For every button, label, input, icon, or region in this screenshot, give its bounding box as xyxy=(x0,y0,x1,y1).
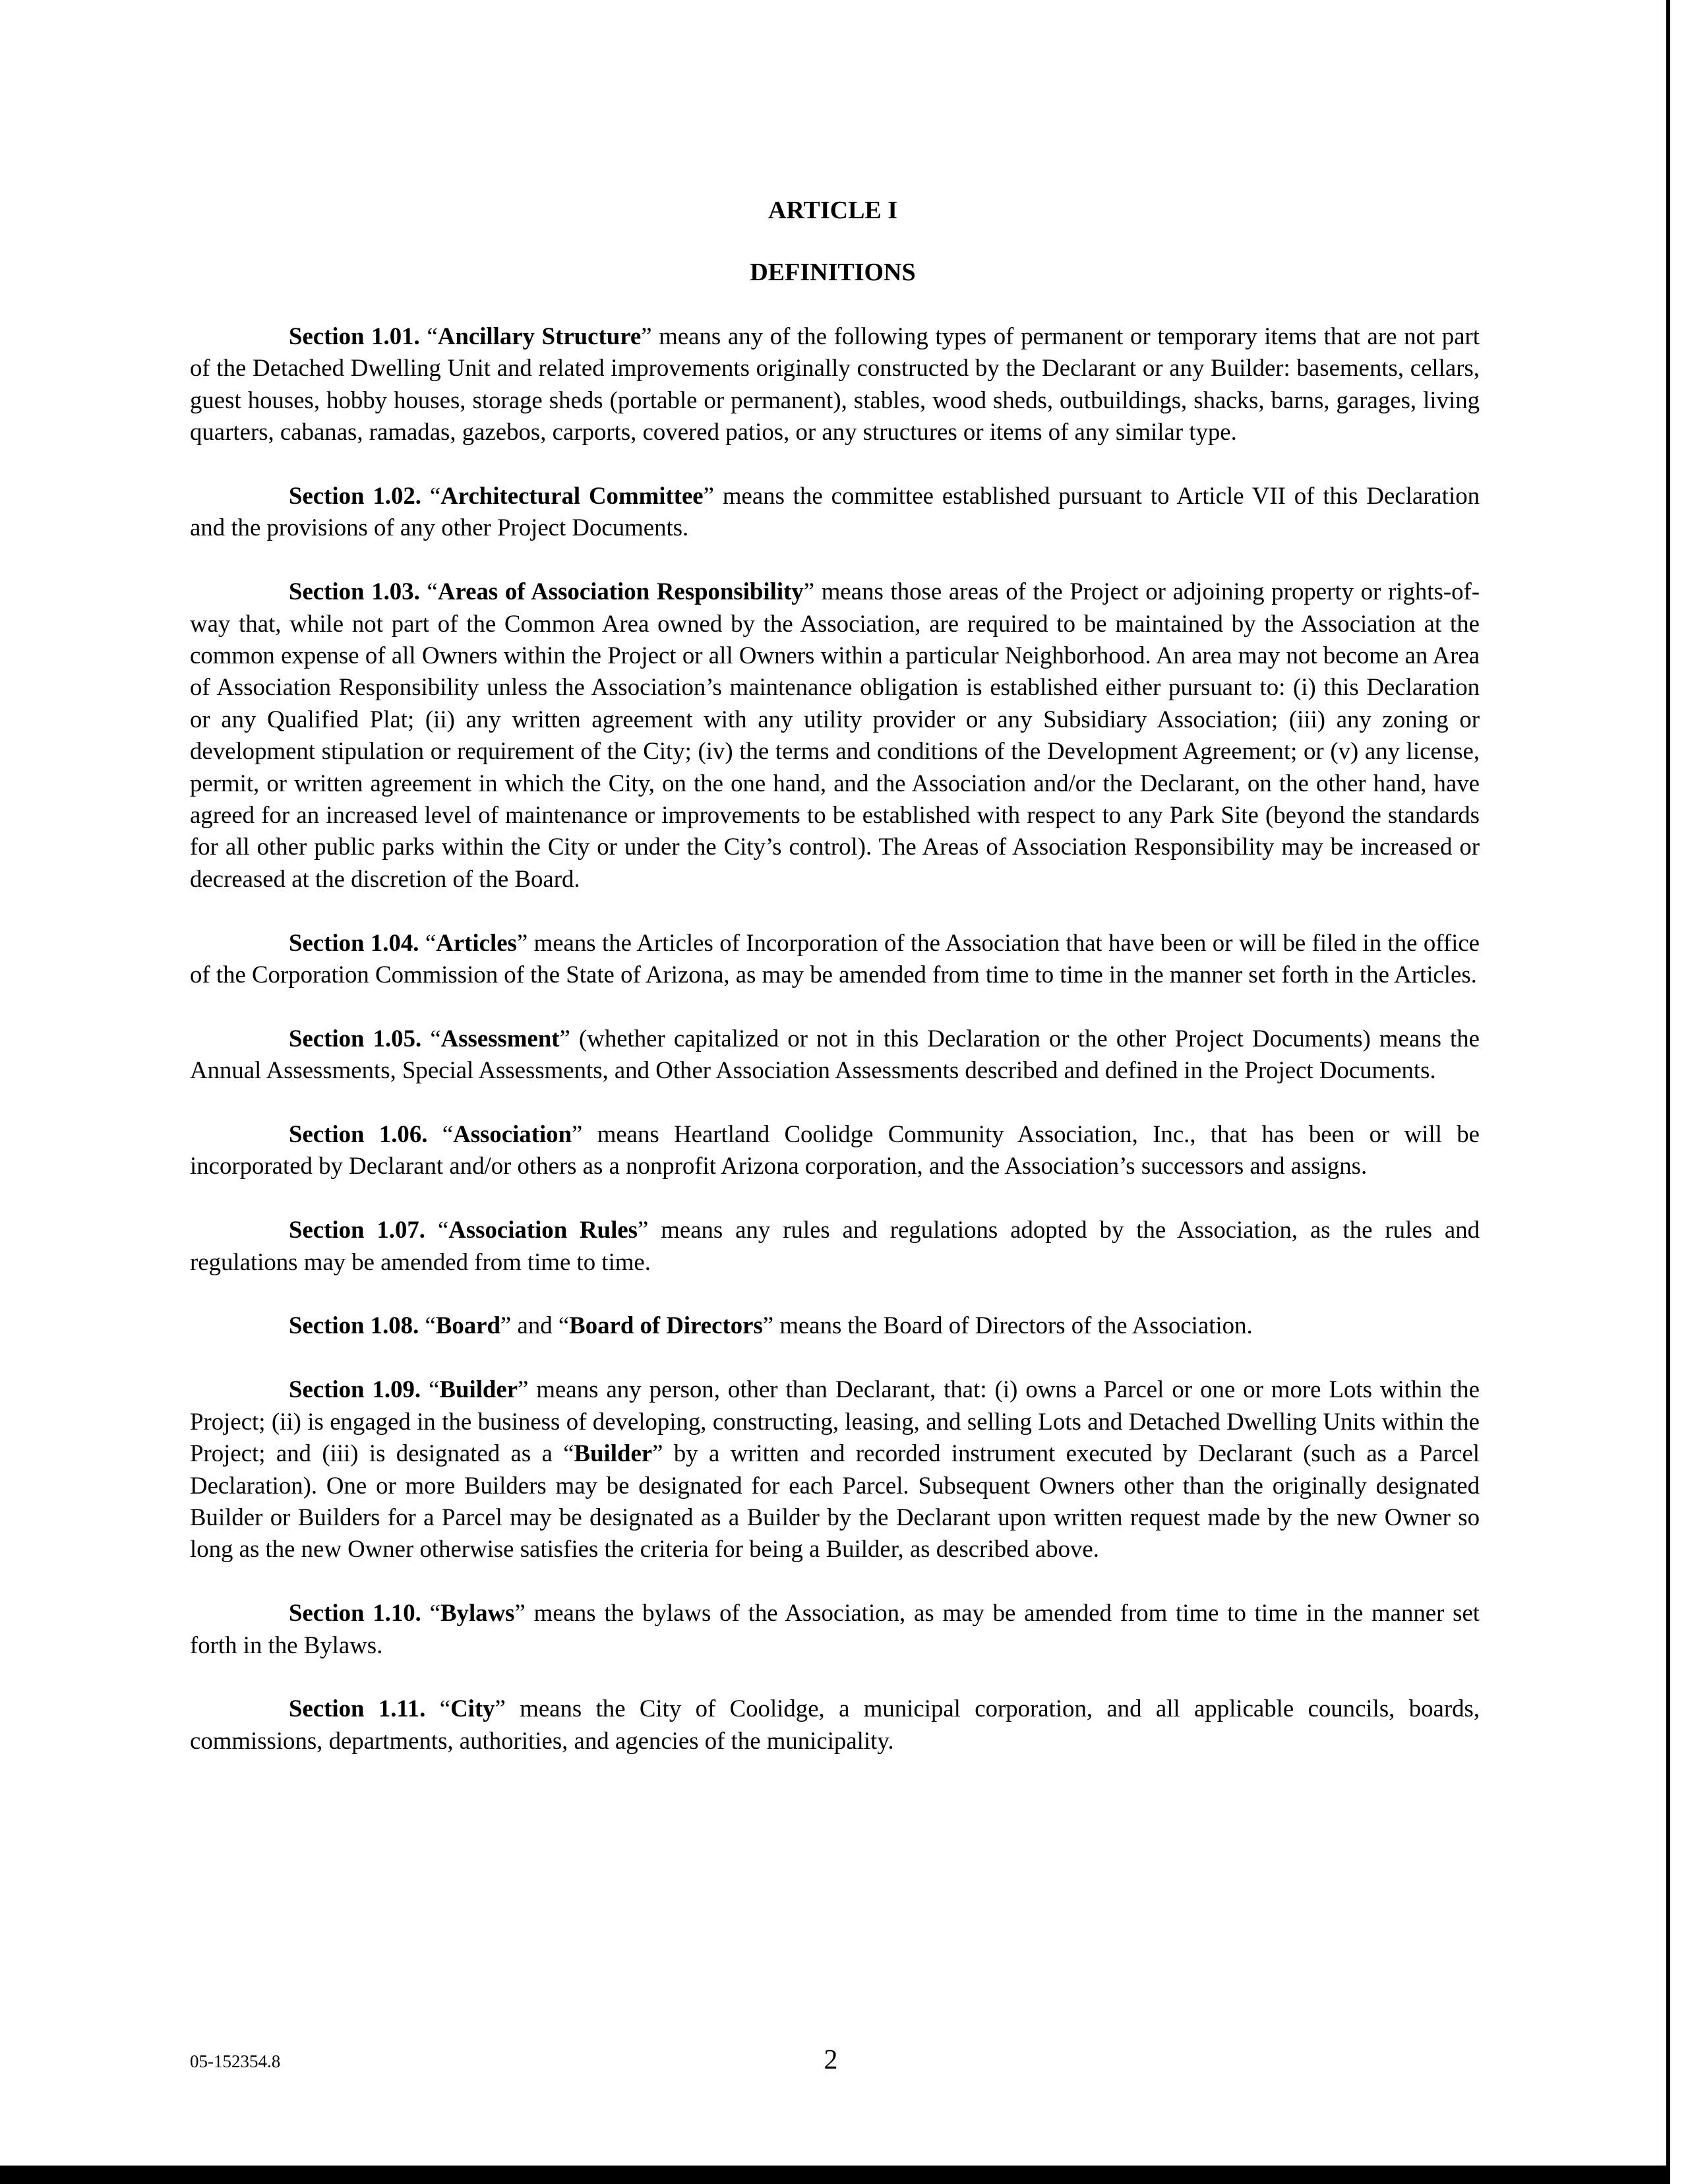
section-number: Section 1.10. xyxy=(289,1599,421,1627)
defined-term: Board xyxy=(435,1312,500,1339)
definition-section xyxy=(190,1214,1480,1278)
definition-text: ” and “ xyxy=(500,1312,570,1339)
definition-text: “ xyxy=(430,1024,441,1052)
defined-term: Architectural Committee xyxy=(440,482,704,510)
definition-text: ” (whether capitalized or not in this Declaration or the other Project Documents) means the Annual Assessments, Special Assessments, and Other Association Assessments described and defined in the Project Documents. xyxy=(190,1024,1480,1084)
defined-term: Builder xyxy=(439,1376,518,1403)
definition-section xyxy=(190,1597,1480,1661)
definition-text: “ xyxy=(437,1216,449,1244)
definition-text: ” by a written and recorded instrument executed by Declarant (such as a Parcel Declaration). One or more Builders may be designated for each Parcel. Subsequent Owners other than the originally designated Builder or Builders for a Parcel may be designated as a Builder by the Declarant upon written request made by the new Owner so long as the new Owner otherwise satisfies the criteria for being a Builder, as described above. xyxy=(190,1440,1480,1563)
defined-term: Association xyxy=(453,1120,572,1148)
definition-text: “ xyxy=(425,928,437,956)
definition-text: ” means the bylaws of the Association, as may be amended from time to time in the manner set forth in the Bylaws. xyxy=(190,1599,1480,1658)
definition-section xyxy=(190,1693,1480,1757)
definition-text: “ xyxy=(425,1312,436,1339)
defined-term: Ancillary Structure xyxy=(437,322,642,349)
definition-text: ” means those areas of the Project or adjoining property or rights-of-way that, while not part of the Common Area owned by the Association, are required to be maintained by the Association at the common expense of all Owners within the Project or all Owners within a particular Neighborhood. An area may not become an Area of Association Responsibility unless the Association’s maintenance obligation is established either pursuant to: (i) this Declaration or any Qualified Plat; (ii) any written agreement with any utility provider or any Subsidiary Association; (iii) any zoning or development stipulation or requirement of the City; (iv) the terms and conditions of the Development Agreement; or (v) any license, permit, or written agreement in which the City, on the one hand, and the Association and/or the Declarant, on the other hand, have agreed for an increased level of maintenance or improvements to be established with respect to any Park Site (beyond the standards for all other public parks within the City or under the City’s control). The Areas of Association Responsibility may be increased or decreased at the discretion of the Board. xyxy=(190,578,1480,892)
definition-text: ” means the Board of Directors of the Association. xyxy=(762,1312,1253,1339)
scan-edge-right xyxy=(1666,0,1670,2169)
definition-section xyxy=(190,1310,1480,1341)
defined-term: Board of Directors xyxy=(569,1312,763,1339)
definition-text: “ xyxy=(427,578,438,605)
definitions-body xyxy=(190,320,1480,1789)
section-number: Section 1.08. xyxy=(289,1312,419,1339)
definition-text: ” means any of the following types of permanent or temporary items that are not part of the Detached Dwelling Unit and related improvements originally constructed by the Declarant or any Builder: basements, cellars, guest houses, hobby houses, storage sheds (portable or permanent), stables, wood sheds, outbuildings, shacks, barns, garages, living quarters, cabanas, ramadas, gazebos, carports, covered patios, or any structures or items of any similar type. xyxy=(190,322,1480,446)
defined-term: Builder xyxy=(574,1440,653,1467)
definition-text: “ xyxy=(429,1599,440,1627)
definition-text: ” means the City of Coolidge, a municipal corporation, and all applicable councils, boards, commissions, departments, authorities, and agencies of the municipality. xyxy=(190,1695,1480,1754)
definition-text: “ xyxy=(429,1376,440,1403)
document-code: 05-152354.8 xyxy=(190,2051,281,2071)
section-number: Section 1.11. xyxy=(289,1695,426,1722)
definition-section xyxy=(190,480,1480,544)
defined-term: Areas of Association Responsibility xyxy=(437,578,804,605)
defined-term: Assessment xyxy=(440,1024,560,1052)
definitions-heading: DEFINITIONS xyxy=(750,258,916,286)
defined-term: City xyxy=(450,1695,495,1722)
defined-term: Articles xyxy=(436,928,517,956)
defined-term: Association Rules xyxy=(448,1216,638,1244)
definition-section xyxy=(190,1118,1480,1182)
section-number: Section 1.02. xyxy=(289,482,421,510)
definition-section xyxy=(190,576,1480,895)
definition-text: ” means the committee established pursuant to Article VII of this Declaration and the provisions of any other Project Documents. xyxy=(190,482,1480,541)
definition-text: ” means Heartland Coolidge Community Association, Inc., that has been or will be incorporated by Declarant and/or others as a nonprofit Arizona corporation, and the Association’s successors and assigns. xyxy=(190,1120,1480,1180)
definition-section xyxy=(190,927,1480,991)
definition-section xyxy=(190,320,1480,448)
definition-text: “ xyxy=(429,482,441,510)
page-number: 2 xyxy=(824,2045,838,2075)
definition-text: “ xyxy=(442,1120,454,1148)
defined-term: Bylaws xyxy=(440,1599,515,1627)
section-number: Section 1.03. xyxy=(289,578,420,605)
scan-edge-bottom xyxy=(0,2166,1670,2184)
section-number: Section 1.07. xyxy=(289,1216,425,1244)
definition-text: ” means any person, other than Declarant, that: (i) owns a Parcel or one or more Lots within the Project; (ii) is engaged in the business of developing, constructing, leasing, and selling Lots and Detached Dwelling Units within the Project; and (iii) is designated as a “ xyxy=(190,1376,1480,1467)
definition-text: ” means any rules and regulations adopted by the Association, as the rules and regulations may be amended from time to time. xyxy=(190,1216,1480,1275)
definition-text: ” means the Articles of Incorporation of the Association that have been or will be filed in the office of the Corporation Commission of the State of Arizona, as may be amended from time to time in the manner set forth in the Articles. xyxy=(190,928,1480,988)
definition-text: “ xyxy=(439,1695,451,1722)
definition-text: “ xyxy=(427,322,438,349)
article-heading: ARTICLE I xyxy=(768,197,898,224)
definition-section xyxy=(190,1023,1480,1087)
definition-section xyxy=(190,1374,1480,1565)
section-number: Section 1.04. xyxy=(289,928,419,956)
section-number: Section 1.05. xyxy=(289,1024,422,1052)
section-number: Section 1.09. xyxy=(289,1376,421,1403)
section-number: Section 1.06. xyxy=(289,1120,428,1148)
section-number: Section 1.01. xyxy=(289,322,420,349)
